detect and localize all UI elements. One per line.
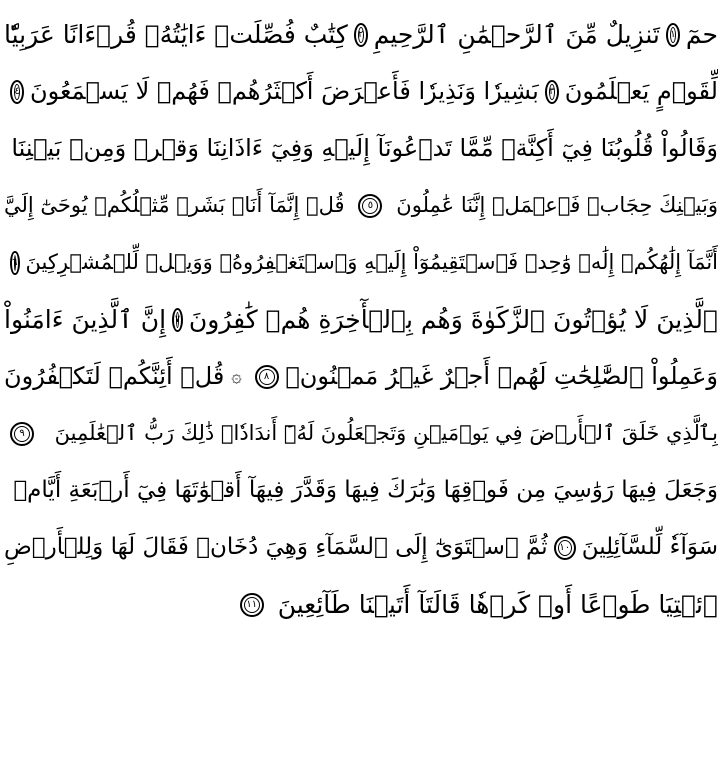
text-line-2: [4, 63, 718, 120]
verse-text: قُلۡ إِنَّمَآ أَنَا۠ بَشَرٞ مِّثۡلُكُمۡ يُوحَىٰٓ إِلَيَّ: [4, 193, 345, 217]
verse-text: ٱلَّذِينَ لَا يُؤۡتُونَ ٱلزَّكَوٰةَ وَهُم بِٱلۡأٓخِرَةِ هُمۡ كَٰفِرُونَ: [188, 305, 718, 334]
text-line-10: [4, 519, 718, 576]
verse-text: قُلۡ أَئِنَّكُمۡ لَتَكۡفُرُونَ: [4, 362, 225, 390]
verse-text: وَجَعَلَ فِيهَا رَوَٰسِيَ مِن فَوۡقِهَا وَبَٰرَكَ فِيهَا وَقَدَّرَ فِيهَآ أَقۡوَٰتَهَا فِيٓ أَرۡبَعَةِ أَيَّامٖ: [13, 477, 718, 503]
text-line-8: [4, 405, 718, 462]
ayah-number-marker: ٩: [10, 422, 34, 446]
rub-el-hizb-icon: ۞: [231, 366, 242, 387]
verse-text: وَعَمِلُواْ ٱلصَّٰلِحَٰتِ لَهُمۡ أَجۡرٌ غَيۡرُ مَمۡنُونٖ: [285, 362, 718, 390]
verse-text: ثُمَّ ٱسۡتَوَىٰٓ إِلَى ٱلسَّمَآءِ وَهِيَ دُخَانٞ فَقَالَ لَهَا وَلِلۡأَرۡضِ: [4, 534, 548, 560]
verse-text: ٱئۡتِيَا طَوۡعًا أَوۡ كَرۡهٗا قَالَتَآ أَتَيۡنَا طَآئِعِينَ: [277, 590, 718, 619]
verse-text: كِتَٰبٌ فُصِّلَتۡ ءَايَٰتُهُۥ قُرۡءَانًا عَرَبِيّٗا: [4, 20, 348, 49]
verse-text: بَشِيرٗا وَنَذِيرٗا فَأَعۡرَضَ أَكۡثَرُهُمۡ فَهُمۡ لَا يَسۡمَعُونَ: [29, 77, 539, 105]
text-line-11: [4, 576, 718, 633]
verse-text: حمٓ: [685, 20, 718, 49]
verse-text: وَبَيۡنِكَ حِجَابٞ فَٱعۡمَلۡ إِنَّنَا عَٰمِلُونَ: [396, 193, 718, 217]
ayah-number-marker: ١٠: [554, 536, 576, 560]
verse-text: إِنَّ ٱلَّذِينَ ءَامَنُواْ: [4, 305, 167, 334]
ayah-number-marker: ٤: [10, 80, 24, 104]
text-line-3: [4, 120, 718, 177]
ayah-number-marker: ١١: [240, 593, 264, 617]
verse-text: بِٱلَّذِي خَلَقَ ٱلۡأَرۡضَ فِي يَوۡمَيۡنِ وَتَجۡعَلُونَ لَهُۥٓ أَندَادٗاۚ ذَٰلِكَ رَبُّ ٱلۡعَٰلَمِينَ: [54, 421, 718, 445]
text-line-9: [4, 462, 718, 519]
text-line-6: [4, 291, 718, 348]
ayah-number-marker: ٨: [255, 365, 279, 389]
ayah-number-marker: ٦: [10, 251, 20, 275]
text-line-5: [4, 234, 718, 291]
verse-text: لِّقَوۡمٍ يَعۡلَمُونَ: [564, 77, 718, 105]
ayah-number-marker: ٧: [172, 308, 183, 332]
verse-text: أَنَّمَآ إِلَٰهُكُمۡ إِلَٰهٞ وَٰحِدٞ فَٱسۡتَقِيمُوٓاْ إِلَيۡهِ وَٱسۡتَغۡفِرُوهُۗ وَوَيۡلٞ لِّلۡمُشۡرِكِينَ: [25, 250, 718, 274]
verse-text: سَوَآءٗ لِّلسَّآئِلِينَ: [581, 534, 718, 560]
ayah-number-marker: ٣: [545, 80, 559, 104]
text-line-4: [4, 177, 718, 234]
ayah-number-marker: ٥: [358, 194, 382, 218]
ayah-number-marker: ٢: [354, 23, 368, 47]
verse-text: وَقَالُواْ قُلُوبُنَا فِيٓ أَكِنَّةٖ مِّمَّا تَدۡعُونَآ إِلَيۡهِ وَفِيٓ ءَاذَانِنَا وَقۡرٞ وَمِنۢ بَيۡنِنَا: [11, 134, 718, 162]
text-line-1: [4, 6, 718, 63]
text-line-7: [4, 348, 718, 405]
ayah-number-marker: ١: [666, 23, 680, 47]
verse-text: تَنزِيلٌ مِّنَ ٱلرَّحۡمَٰنِ ٱلرَّحِيمِ: [373, 20, 660, 49]
